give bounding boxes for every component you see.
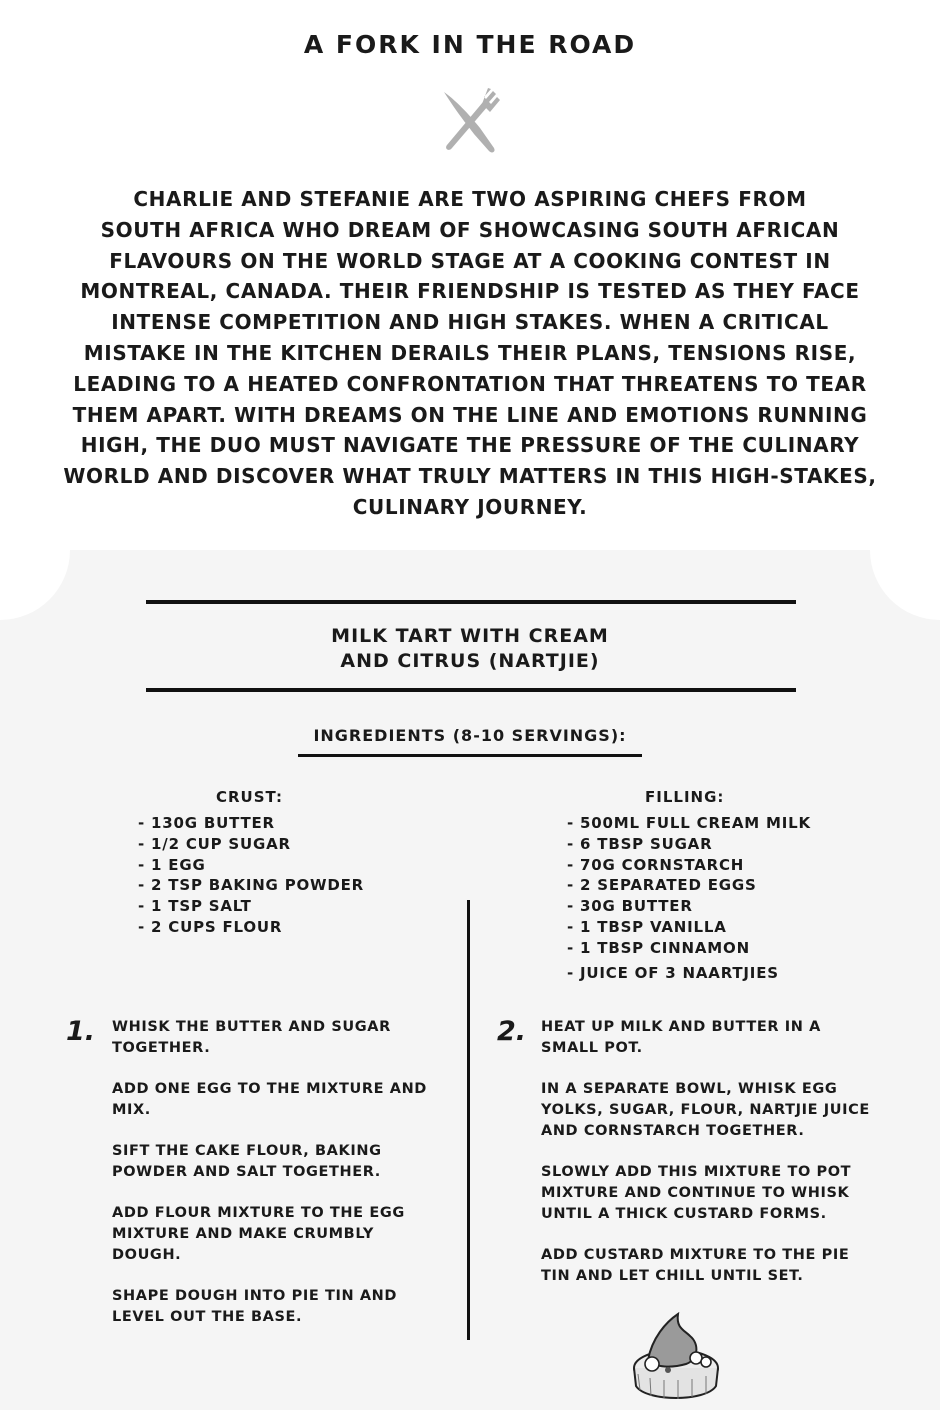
- instruction-paragraph: SLOWLY ADD THIS MIXTURE TO POT MIXTURE AND CONTINUE TO WHISK UNTIL A THICK CUSTARD FORMS.: [541, 1164, 852, 1222]
- step-2-number: 2.: [497, 1016, 527, 1047]
- crossed-fork-knife-icon: [438, 88, 504, 156]
- crust-heading: CRUST:: [216, 788, 283, 806]
- filling-item: - 1 TBSP VANILLA: [567, 917, 727, 936]
- step-2-instructions: [541, 1017, 879, 1307]
- crust-item: - 2 TSP BAKING POWDER: [138, 876, 365, 895]
- crust-item: - 1 TSP SALT: [138, 897, 252, 916]
- filling-item: - 500ML FULL CREAM MILK: [567, 814, 811, 832]
- instruction-paragraph: ADD CUSTARD MIXTURE TO THE PIE TIN AND LET CHILL UNTIL SET.: [541, 1247, 850, 1284]
- bottom-rule: [146, 688, 796, 692]
- synopsis-line: MISTAKE IN THE KITCHEN DERAILS THEIR PLANS, TENSIONS RISE,: [83, 340, 857, 365]
- crust-item: - 2 CUPS FLOUR: [138, 917, 283, 936]
- synopsis-line: HIGH, THE DUO MUST NAVIGATE THE PRESSURE OF THE CULINARY: [80, 433, 860, 458]
- recipe-title-line: AND CITRUS (NARTJIE): [340, 650, 600, 672]
- page-title: A FORK IN THE ROAD: [303, 30, 637, 59]
- recipe-title-line: MILK TART WITH CREAM: [331, 625, 609, 647]
- instruction-paragraph: SHAPE DOUGH INTO PIE TIN AND LEVEL OUT THE BASE.: [112, 1288, 398, 1325]
- instruction-paragraph: ADD ONE EGG TO THE MIXTURE AND MIX.: [112, 1081, 427, 1118]
- synopsis-line: MONTREAL, CANADA. THEIR FRIENDSHIP IS TESTED AS THEY FACE: [80, 279, 860, 304]
- top-rule: [146, 600, 796, 604]
- instruction-paragraph: WHISK THE BUTTER AND SUGAR TOGETHER.: [112, 1019, 391, 1056]
- synopsis-line: CULINARY JOURNEY.: [352, 494, 588, 519]
- crust-item: - 1 EGG: [138, 855, 206, 874]
- instruction-paragraph: HEAT UP MILK AND BUTTER IN A SMALL POT.: [541, 1019, 821, 1056]
- synopsis-line: CHARLIE AND STEFANIE ARE TWO ASPIRING CHEFS FROM: [133, 187, 807, 211]
- filling-heading: FILLING:: [645, 788, 725, 806]
- ingredients-heading-text: INGREDIENTS (8-10 SERVINGS):: [313, 726, 627, 745]
- ingredients-underline: [298, 754, 642, 757]
- crust-list: [138, 813, 364, 938]
- filling-item: - 70G CORNSTARCH: [567, 855, 745, 874]
- filling-item: - 2 SEPARATED EGGS: [567, 876, 757, 895]
- crust-item: - 130G BUTTER: [138, 814, 275, 832]
- synopsis-line: THEM APART. WITH DREAMS ON THE LINE AND EMOTIONS RUNNING: [72, 402, 868, 427]
- synopsis: [40, 184, 900, 523]
- instruction-paragraph: ADD FLOUR MIXTURE TO THE EGG MIXTURE AND MAKE CRUMBLY DOUGH.: [112, 1205, 405, 1263]
- step-1-instructions: [112, 1017, 432, 1348]
- step-1-number: 1.: [66, 1016, 96, 1047]
- synopsis-line: LEADING TO A HEATED CONFRONTATION THAT THREATENS TO TEAR: [73, 371, 867, 396]
- column-divider: [467, 900, 470, 1340]
- ingredients-heading: [0, 726, 940, 745]
- synopsis-line: FLAVOURS ON THE WORLD STAGE AT A COOKING CONTEST IN: [109, 248, 831, 273]
- filling-item: - 30G BUTTER: [567, 897, 693, 916]
- crust-item: - 1/2 CUP SUGAR: [138, 834, 291, 853]
- filling-item: - JUICE OF 3 NAARTJIES: [567, 963, 779, 982]
- instruction-paragraph: SIFT THE CAKE FLOUR, BAKING POWDER AND SALT TOGETHER.: [112, 1143, 382, 1180]
- filling-item: - 6 TBSP SUGAR: [567, 834, 713, 853]
- filling-list: [567, 813, 811, 983]
- synopsis-line: SOUTH AFRICA WHO DREAM OF SHOWCASING SOUTH AFRICAN: [100, 217, 840, 242]
- synopsis-line: INTENSE COMPETITION AND HIGH STAKES. WHEN A CRITICAL: [111, 310, 829, 335]
- filling-item: - 1 TBSP CINNAMON: [567, 938, 750, 957]
- instruction-paragraph: IN A SEPARATE BOWL, WHISK EGG YOLKS, SUGAR, FLOUR, NARTJIE JUICE AND CORNSTARCH TOGETHER.: [541, 1081, 870, 1139]
- recipe-title: [0, 624, 940, 674]
- milk-tart-illustration: [626, 1308, 726, 1404]
- synopsis-line: WORLD AND DISCOVER WHAT TRULY MATTERS IN THIS HIGH-STAKES,: [63, 464, 877, 489]
